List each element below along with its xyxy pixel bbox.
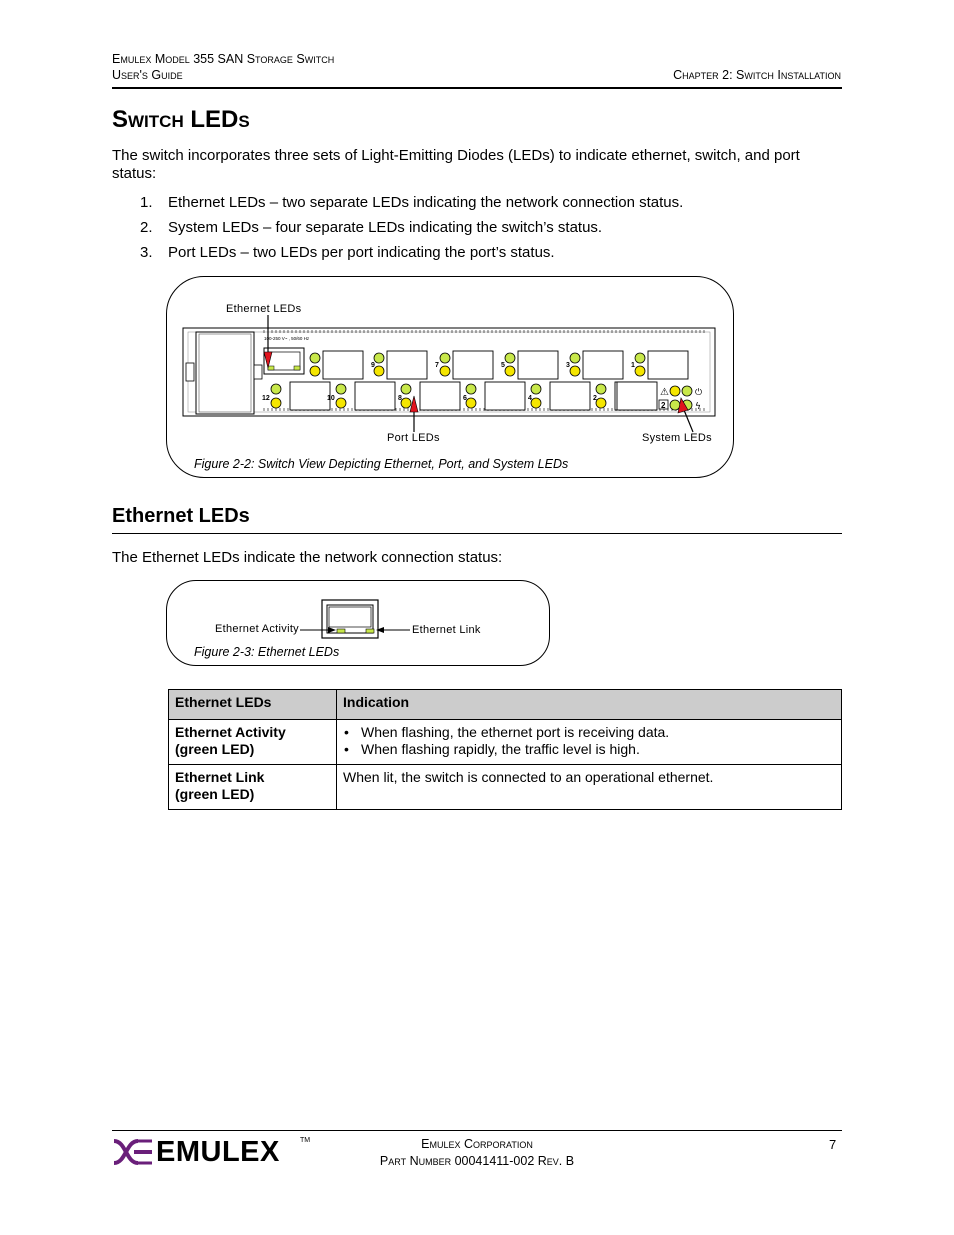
logo-trademark: TM: [300, 1137, 311, 1144]
figure1-arrows: [160, 300, 740, 450]
table-header-cell: Ethernet LEDs: [169, 690, 337, 720]
table-cell: When lit, the switch is connected to an operational ethernet.: [337, 765, 842, 810]
list-item: [140, 219, 840, 244]
port-number: 9: [371, 362, 375, 369]
lightning-icon: ϟ: [695, 402, 701, 412]
led-color: (green LED): [175, 741, 255, 757]
port-number: 8: [398, 395, 402, 402]
figure2-caption: Figure 2-3: Ethernet LEDs: [194, 645, 340, 659]
indication-list: [343, 724, 835, 758]
emulex-logo-mark: [112, 1137, 154, 1167]
led-name: Ethernet Activity: [175, 724, 286, 740]
label-system-leds: System LEDs: [642, 432, 712, 444]
port-number: 5: [501, 362, 505, 369]
indication-item: • When flashing, the ethernet port is receiving data.: [361, 724, 835, 741]
table-cell: [337, 720, 842, 765]
label-ethernet-link: Ethernet Link: [412, 624, 481, 636]
list-item-number: 1.: [140, 194, 153, 211]
figure1-caption: Figure 2-2: Switch View Depicting Ethernet, Port, and System LEDs: [194, 457, 569, 471]
port-number: 12: [262, 395, 270, 402]
subsection-rule: [112, 533, 842, 534]
port-number: 10: [327, 395, 335, 402]
section-intro: The switch incorporates three sets of Light-Emitting Diodes (LEDs) to indicate ethernet, switch, and port status:: [112, 147, 800, 182]
led-name: Ethernet Link: [175, 769, 265, 785]
header-rule: [112, 87, 842, 89]
svg-text:2: 2: [661, 401, 666, 410]
list-item-text: System LEDs – four separate LEDs indicating the switch’s status.: [168, 219, 603, 236]
warning-icon: ⚠: [660, 387, 669, 398]
subsection-intro: The Ethernet LEDs indicate the network connection status:: [112, 549, 503, 566]
port-number: 4: [528, 395, 532, 402]
list-item-number: 2.: [140, 219, 153, 236]
header-chapter: Chapter 2: Switch Installation: [673, 68, 841, 82]
emulex-logo: [112, 1137, 312, 1169]
label-ethernet-activity: Ethernet Activity: [215, 623, 299, 635]
power-icon: ⏻: [695, 388, 703, 398]
logo-wordmark: EMULEX: [156, 1136, 280, 1168]
indication-item: • When flashing rapidly, the traffic level is high.: [361, 741, 835, 758]
page-number: 7: [829, 1137, 837, 1152]
header-title-line1: Emulex Model 355 SAN Storage Switch: [112, 52, 335, 66]
table-cell: [169, 765, 337, 810]
table-cell: [169, 720, 337, 765]
port-number: 1: [631, 362, 635, 369]
table-header-row: [169, 690, 842, 720]
port-number: 3: [566, 362, 570, 369]
power-rating-label: 100-250 V~ , 50/60 Hz: [264, 336, 310, 341]
list-item: [140, 244, 840, 269]
activity-led: [337, 629, 345, 633]
table-row: [169, 720, 842, 765]
list-item-number: 3.: [140, 244, 153, 261]
led-color: (green LED): [175, 786, 255, 802]
list-item-text: Ethernet LEDs – two separate LEDs indicating the network connection status.: [168, 194, 684, 211]
ethernet-jack-figure: [300, 598, 420, 640]
list-item: [140, 194, 840, 219]
link-led: [366, 629, 374, 633]
port-number: 2: [593, 395, 597, 402]
header-title-line2: User's Guide: [112, 68, 183, 82]
ethernet-leds-table: [168, 689, 842, 810]
label-ethernet-leds: Ethernet LEDs: [226, 303, 302, 315]
table-row: [169, 765, 842, 810]
table-header-cell: Indication: [337, 690, 842, 720]
system-led-arrow: [684, 410, 693, 432]
port-number: 6: [463, 395, 467, 402]
led-list: [140, 194, 840, 269]
footer-rule: [112, 1130, 842, 1131]
subsection-title: Ethernet LEDs: [112, 505, 250, 527]
footer-part-number: Part Number 00041411-002 Rev. B: [379, 1154, 575, 1168]
port-number: 7: [435, 362, 439, 369]
section-title: Switch LEDs: [112, 106, 250, 133]
list-item-text: Port LEDs – two LEDs per port indicating the port’s status.: [168, 244, 555, 261]
label-port-leds: Port LEDs: [387, 432, 440, 444]
footer-company: Emulex Corporation: [421, 1137, 533, 1151]
